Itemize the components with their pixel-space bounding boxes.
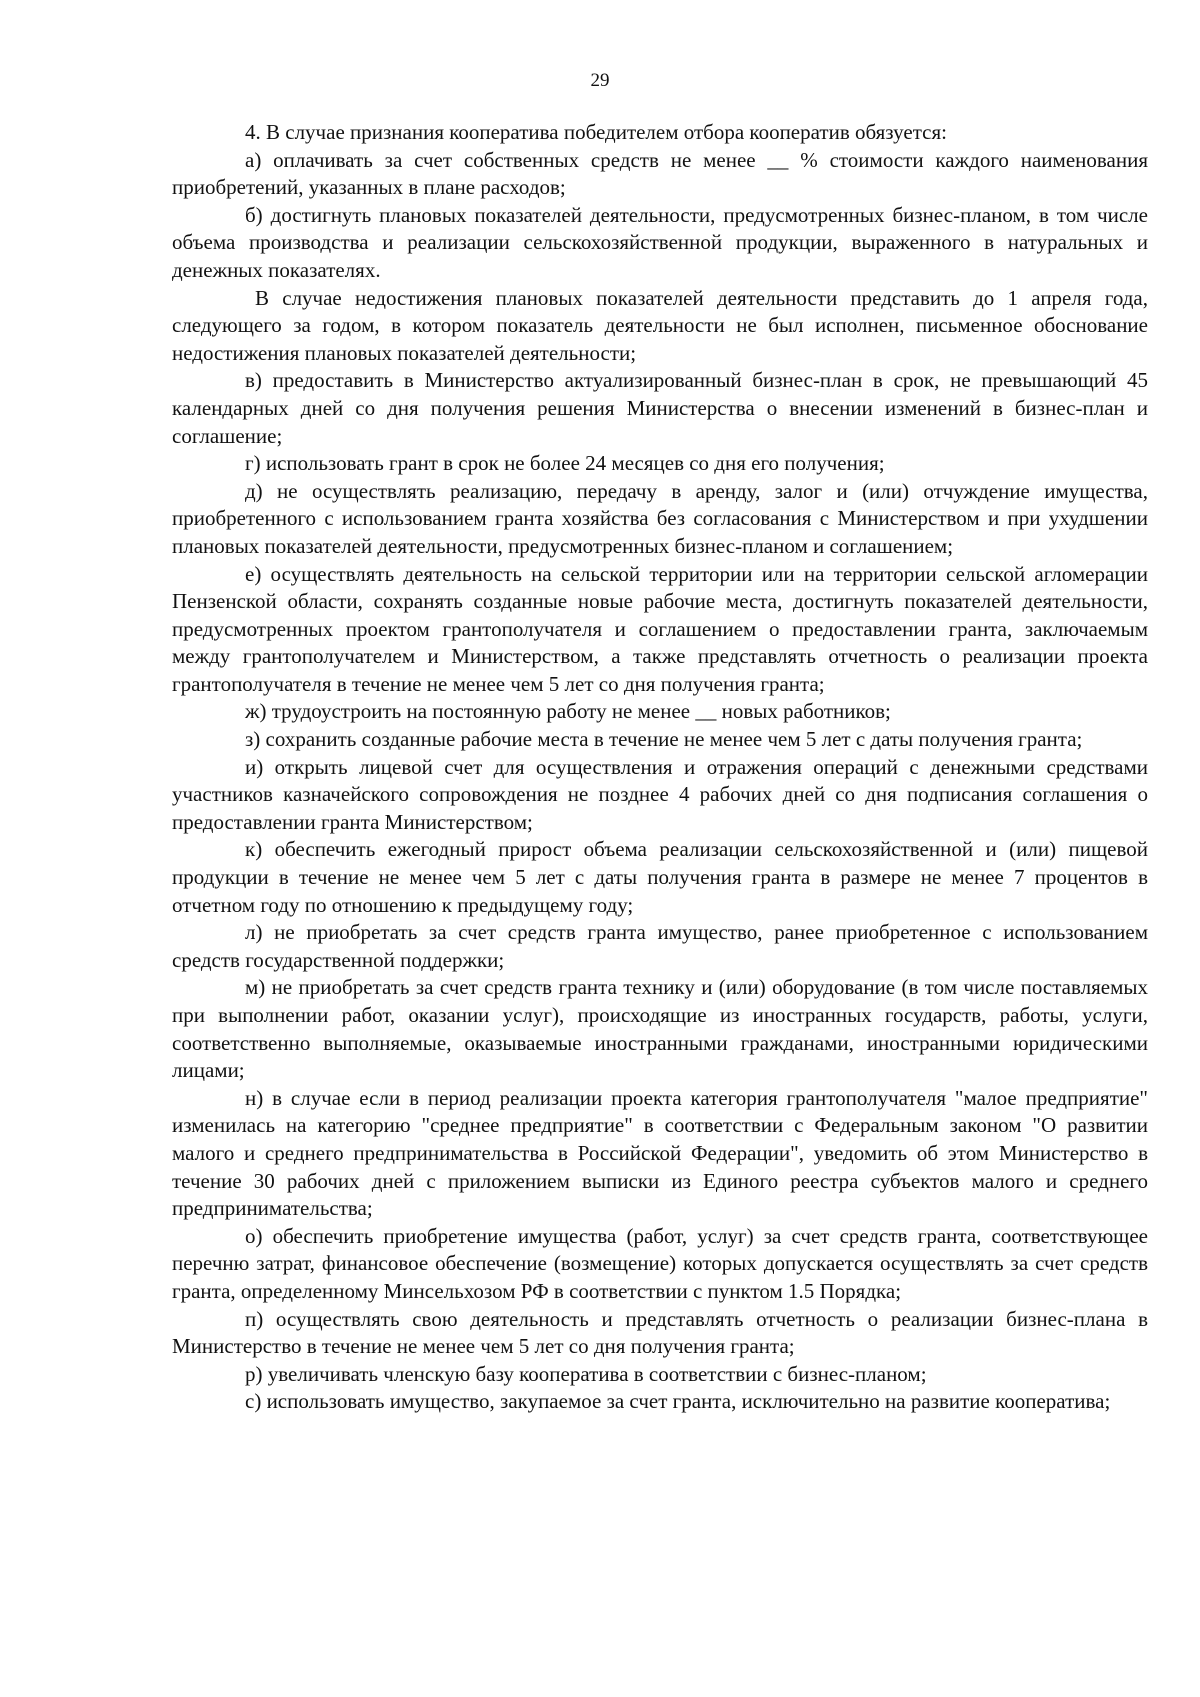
paragraph-item-k: к) обеспечить ежегодный прирост объема реализации сельскохозяйственной и (или) пищевой продукции в течение не менее чем 5 лет с даты получения гранта в размере не менее 7 процентов в отчетном году по отношению к предыдущему году; bbox=[172, 837, 1148, 917]
paragraph-item-p: п) осуществлять свою деятельность и представлять отчетность о реализации бизнес-плана в Министерство в течение не менее чем 5 лет со дня получения гранта; bbox=[172, 1306, 1148, 1359]
paragraph-item-e: е) осуществлять деятельность на сельской территории или на территории сельской агломерации Пензенской области, сохранять созданные новые рабочие места, достигнуть показателей деятельности, предусмотренных проектом грантополучателя и соглашением о предоставлении гранта, заключаемым между грантополучателем и Министерством, а также представлять отчетность о реализации проекта грантополучателя в течение не менее чем 5 лет со дня получения гранта; bbox=[172, 561, 1148, 696]
paragraph-item-n: н) в случае если в период реализации проекта категория грантополучателя "малое предприятие" изменилась на категорию "среднее предприятие" в соответствии с Федеральным законом "О развитии малого и среднего предпринимательства в Российской Федерации", уведомить об этом Министерство в течение 30 рабочих дней с приложением выписки из Единого реестра субъектов малого и среднего предпринимательства; bbox=[172, 1085, 1148, 1221]
document-body bbox=[172, 119, 1148, 1416]
paragraph-item-m: м) не приобретать за счет средств гранта технику и (или) оборудование (в том числе поставляемых при выполнении работ, оказании услуг), происходящие из иностранных государств, работы, услуги, соответственно выполняемые, оказываемые иностранными гражданами, иностранными юридическими лицами; bbox=[172, 975, 1148, 1083]
paragraph-item-a: а) оплачивать за счет собственных средств не менее __ % стоимости каждого наименования приобретений, указанных в плане расходов; bbox=[172, 147, 1148, 200]
page-number: 29 bbox=[590, 70, 610, 91]
paragraph-item-s: с) использовать имущество, закупаемое за счет гранта, исключительно на развитие кооператива; bbox=[245, 1389, 1111, 1414]
paragraph-item-z: з) сохранить созданные рабочие места в течение не менее чем 5 лет с даты получения гранта; bbox=[245, 727, 1083, 752]
paragraph-item-g: г) использовать грант в срок не более 24 месяцев со дня его получения; bbox=[245, 451, 885, 476]
paragraph-item-b-continuation: В случае недостижения плановых показателей деятельности представить до 1 апреля года, следующего за годом, в котором показатель деятельности не был исполнен, письменное обоснование недостижения плановых показателей деятельности; bbox=[172, 285, 1148, 365]
paragraph-item-o: о) обеспечить приобретение имущества (работ, услуг) за счет средств гранта, соответствующее перечню затрат, финансовое обеспечение (возмещение) которых допускается осуществлять за счет средств гранта, определенному Минсельхозом РФ в соответствии с пунктом 1.5 Порядка; bbox=[172, 1223, 1148, 1303]
paragraph-item-i: и) открыть лицевой счет для осуществления и отражения операций с денежными средствами участников казначейского сопровождения не позднее 4 рабочих дней со дня подписания соглашения о предоставлении гранта Министерством; bbox=[172, 754, 1148, 834]
paragraph-item-l: л) не приобретать за счет средств гранта имущество, ранее приобретенное с использованием средств государственной поддержки; bbox=[172, 920, 1148, 972]
paragraph-item-r: р) увеличивать членскую базу кооператива в соответствии с бизнес-планом; bbox=[245, 1361, 927, 1386]
paragraph-item-d: д) не осуществлять реализацию, передачу в аренду, залог и (или) отчуждение имущества, приобретенного с использованием гранта хозяйства без согласования с Министерством и при ухудшении плановых показателей деятельности, предусмотренных бизнес-планом и соглашением; bbox=[172, 478, 1148, 558]
paragraph-item-b: б) достигнуть плановых показателей деятельности, предусмотренных бизнес-планом, в том числе объема производства и реализации сельскохозяйственной продукции, выраженного в натуральных и денежных показателях. bbox=[172, 202, 1148, 282]
paragraph-item-zh: ж) трудоустроить на постоянную работу не менее __ новых работников; bbox=[245, 699, 891, 724]
paragraph-item-v: в) предоставить в Министерство актуализированный бизнес-план в срок, не превышающий 45 календарных дней со дня получения решения Министерства о внесении изменений в бизнес-план и соглашение; bbox=[172, 368, 1148, 448]
paragraph-item-4-intro: 4. В случае признания кооператива победителем отбора кооператив обязуется: bbox=[245, 120, 947, 144]
